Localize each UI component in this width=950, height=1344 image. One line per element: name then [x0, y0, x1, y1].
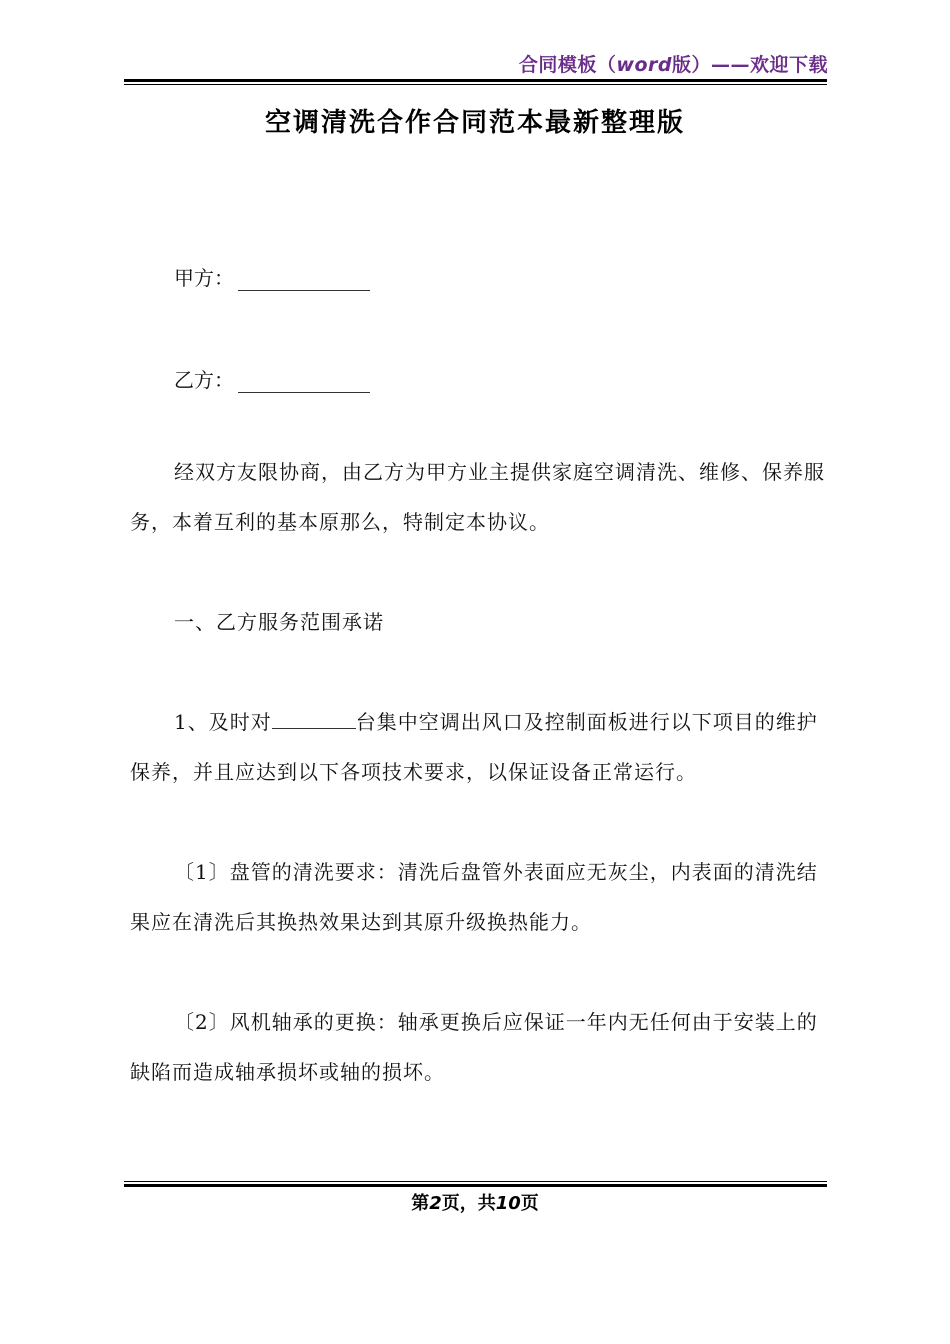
- document-title: 空调清洗合作合同范本最新整理版: [264, 108, 685, 138]
- intro-paragraph: 经双方友限协商，由乙方为甲方业主提供家庭空调清洗、维修、保养服务，本着互利的基本原那么，特制定本协议。: [130, 460, 825, 534]
- page-header: [519, 50, 828, 77]
- section1-heading: 一、乙方服务范围承诺: [174, 610, 384, 634]
- party-b-field: [174, 364, 370, 393]
- item1-1-paragraph: 〔1〕盘管的清洗要求：清洗后盘管外表面应无灰尘，内表面的清洗结果应在清洗后其换热效果达到其原升级换热能力。: [130, 860, 818, 934]
- footer-total-pages: 10: [495, 1193, 521, 1214]
- party-a-label: 甲方：: [174, 266, 234, 290]
- footer-rule-thin: [124, 1181, 827, 1182]
- header-rule-thin: [124, 84, 827, 85]
- footer-rule-thick: [124, 1184, 827, 1187]
- item1-paragraph: [130, 697, 833, 797]
- party-a-blank: [238, 272, 370, 291]
- party-a-field: [174, 262, 370, 291]
- header-suffix: 版）——欢迎下载: [671, 54, 828, 76]
- item1-before: 1、及时对: [174, 710, 272, 734]
- party-b-label: 乙方：: [174, 368, 234, 392]
- header-rule-thick: [124, 79, 827, 82]
- footer-prefix: 第: [411, 1193, 430, 1214]
- header-prefix: 合同模板（: [518, 54, 617, 76]
- item1-blank: [272, 710, 356, 729]
- footer-suffix: 页: [520, 1193, 539, 1214]
- footer-current-page: 2: [429, 1193, 442, 1214]
- party-b-blank: [238, 374, 370, 393]
- footer-middle: 页，共: [441, 1193, 496, 1214]
- item1-2-paragraph: 〔2〕风机轴承的更换：轴承更换后应保证一年内无任何由于安装上的缺陷而造成轴承损坏或轴的损坏。: [130, 1010, 818, 1084]
- item1-after: 台集中空调出风口及控制面板进行以下项目的维护保养，并且应达到以下各项技术要求，以保证设备正常运行。: [130, 710, 818, 784]
- page-footer: [0, 1189, 950, 1215]
- header-word: word: [616, 54, 672, 76]
